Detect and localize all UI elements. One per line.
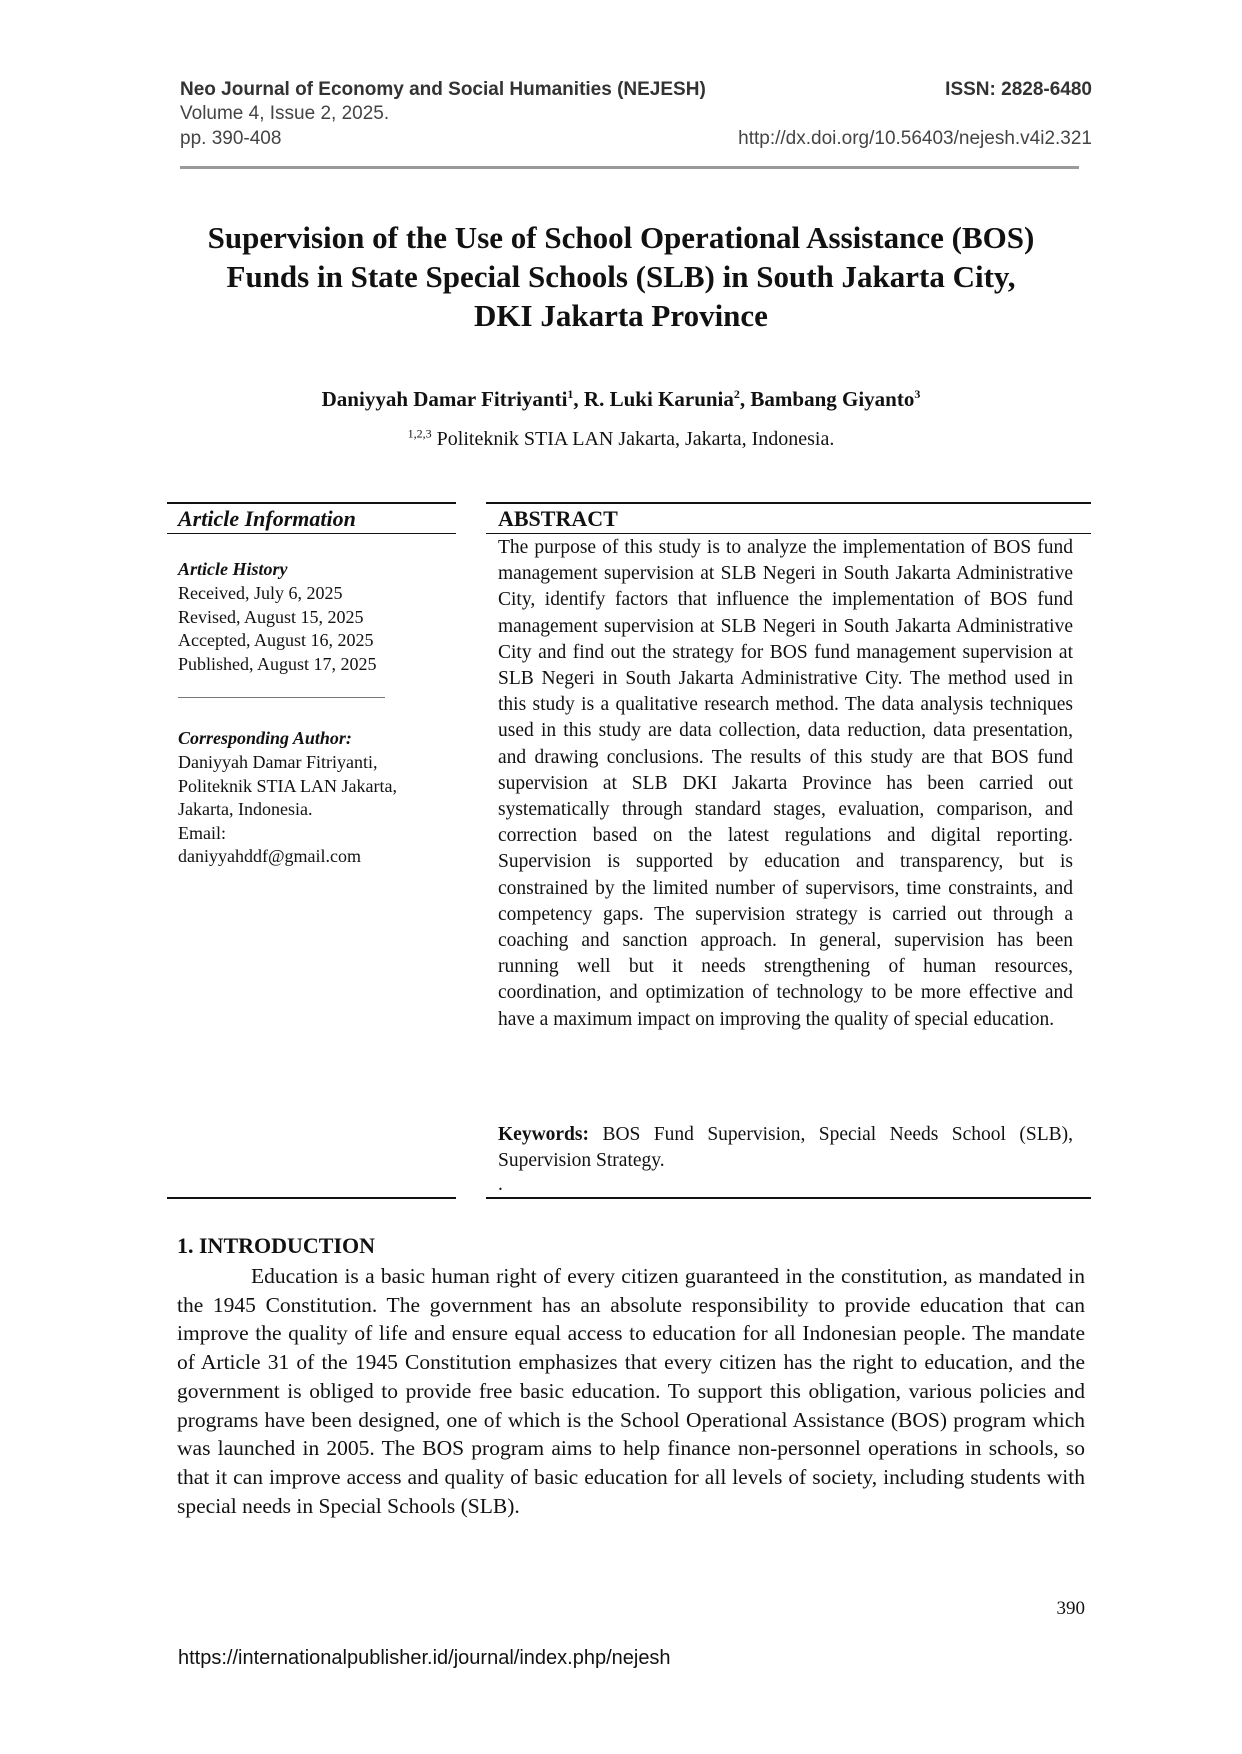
info-top-rule — [167, 502, 456, 504]
info-bottom-rule — [167, 1197, 456, 1199]
doi-link[interactable]: http://dx.doi.org/10.56403/nejesh.v4i2.321 — [738, 128, 1092, 149]
corresponding-line: Daniyyah Damar Fitriyanti, — [178, 752, 378, 772]
affiliation-text: Politeknik STIA LAN Jakarta, Jakarta, Indonesia. — [436, 428, 835, 450]
abstract-bottom-rule — [486, 1197, 1091, 1199]
volume-issue: Volume 4, Issue 2, 2025. — [180, 103, 390, 124]
corresponding-author — [178, 751, 448, 869]
author-sup: 1 — [567, 387, 574, 401]
keywords-text: BOS Fund Supervision, Special Needs School (SLB), Supervision Strategy. — [498, 1124, 1073, 1172]
history-item: Received, July 6, 2025 — [178, 583, 343, 603]
corresponding-line: Politeknik STIA LAN Jakarta, — [178, 775, 397, 796]
corresponding-line: Jakarta, Indonesia. — [178, 799, 313, 819]
affiliation-sup: 1,2,3 — [407, 426, 432, 441]
article-info-heading: Article Information — [178, 506, 356, 531]
author-sup: 2 — [733, 387, 740, 401]
journal-url-link[interactable]: https://internationalpublisher.id/journal/index.php/nejesh — [178, 1647, 671, 1669]
title-line: Supervision of the Use of School Operational Assistance (BOS) — [207, 220, 1035, 255]
history-item: Published, August 17, 2025 — [178, 653, 377, 674]
introduction-heading: 1. INTRODUCTION — [177, 1233, 376, 1258]
header-divider — [180, 166, 1079, 169]
author-name: R. Luki Karunia — [583, 387, 734, 411]
history-item: Revised, August 15, 2025 — [178, 606, 364, 627]
keywords-label: Keywords: — [498, 1124, 589, 1145]
introduction-text: Education is a basic human right of every citizen guaranteed in the constitution, as mandated in the 1945 Constitution. The government has an absolute responsibility to provide education that can improve the quality of life and ensure equal access to education for all Indonesian people. The mandate of Article 31 of the 1945 Constitution emphasizes that every citizen has the right to education, and the government is obliged to provide free basic education. To support this obligation, various policies and programs have been designed, one of which is the School Operational Assistance (BOS) program which was launched in 2005. The BOS program aims to help finance non-personnel operations in schools, so that it can improve access and quality of basic education for all levels of society, including students with special needs in Special Schools (SLB). — [177, 1264, 1085, 1518]
author-name: Bambang Giyanto — [750, 387, 915, 411]
author-sup: 3 — [914, 387, 921, 401]
page-range: pp. 390-408 — [180, 128, 282, 149]
info-separator — [178, 697, 385, 698]
corresponding-line: Email: — [178, 822, 226, 843]
affiliation — [150, 427, 1092, 451]
issn: ISSN: 2828-6480 — [945, 79, 1092, 100]
article-history — [178, 582, 448, 676]
paper-title — [150, 218, 1092, 335]
author-name: Daniyyah Damar Fitriyanti — [321, 387, 568, 411]
abstract-text: The purpose of this study is to analyze the implementation of BOS fund management supervision at SLB Negeri in South Jakarta Administrative City, identify factors that influence the implementation of BOS fund management supervision at SLB Negeri in South Jakarta Administrative City and find out the strategy for BOS fund management supervision at SLB Negeri in South Jakarta Administrative City. The method used in this study is a qualitative research method. The data analysis techniques used in this study are data collection, data reduction, data presentation, and drawing conclusions. The results of this study are that BOS fund supervision at SLB DKI Jakarta Province has been carried out systematically through standard stages, evaluation, comparison, and correction based on the latest regulations and digital reporting. Supervision is supported by education and transparency, but is constrained by the limited number of supervisors, time constraints, and competency gaps. The supervision strategy is carried out through a coaching and sanction approach. In general, supervision has been running well but it needs strengthening of human resources, coordination, and optimization of technology to be more effective and have a maximum impact on improving the quality of special education. — [498, 537, 1073, 1030]
article-history-heading: Article History — [178, 559, 288, 579]
abstract-heading: ABSTRACT — [498, 506, 618, 531]
keywords — [498, 1122, 1073, 1174]
journal-name: Neo Journal of Economy and Social Humanities (NEJESH) — [180, 79, 706, 100]
title-line: DKI Jakarta Province — [474, 298, 768, 333]
title-line: Funds in State Special Schools (SLB) in South Jakarta City, — [226, 259, 1016, 294]
page-number: 390 — [1056, 1598, 1085, 1619]
abstract-trailing-dot: . — [498, 1174, 503, 1195]
history-item: Accepted, August 16, 2025 — [178, 630, 374, 650]
corresponding-email[interactable]: daniyyahddf@gmail.com — [178, 846, 362, 866]
abstract-top-rule — [486, 502, 1091, 504]
author-list: Daniyyah Damar Fitriyanti$^1$, R. Luki Karunia$^2$, Bambang Giyanto$^3$ — [321, 387, 921, 411]
abstract-heading-rule — [486, 533, 1091, 534]
corresponding-author-heading: Corresponding Author: — [178, 728, 352, 748]
info-heading-rule — [167, 533, 456, 534]
